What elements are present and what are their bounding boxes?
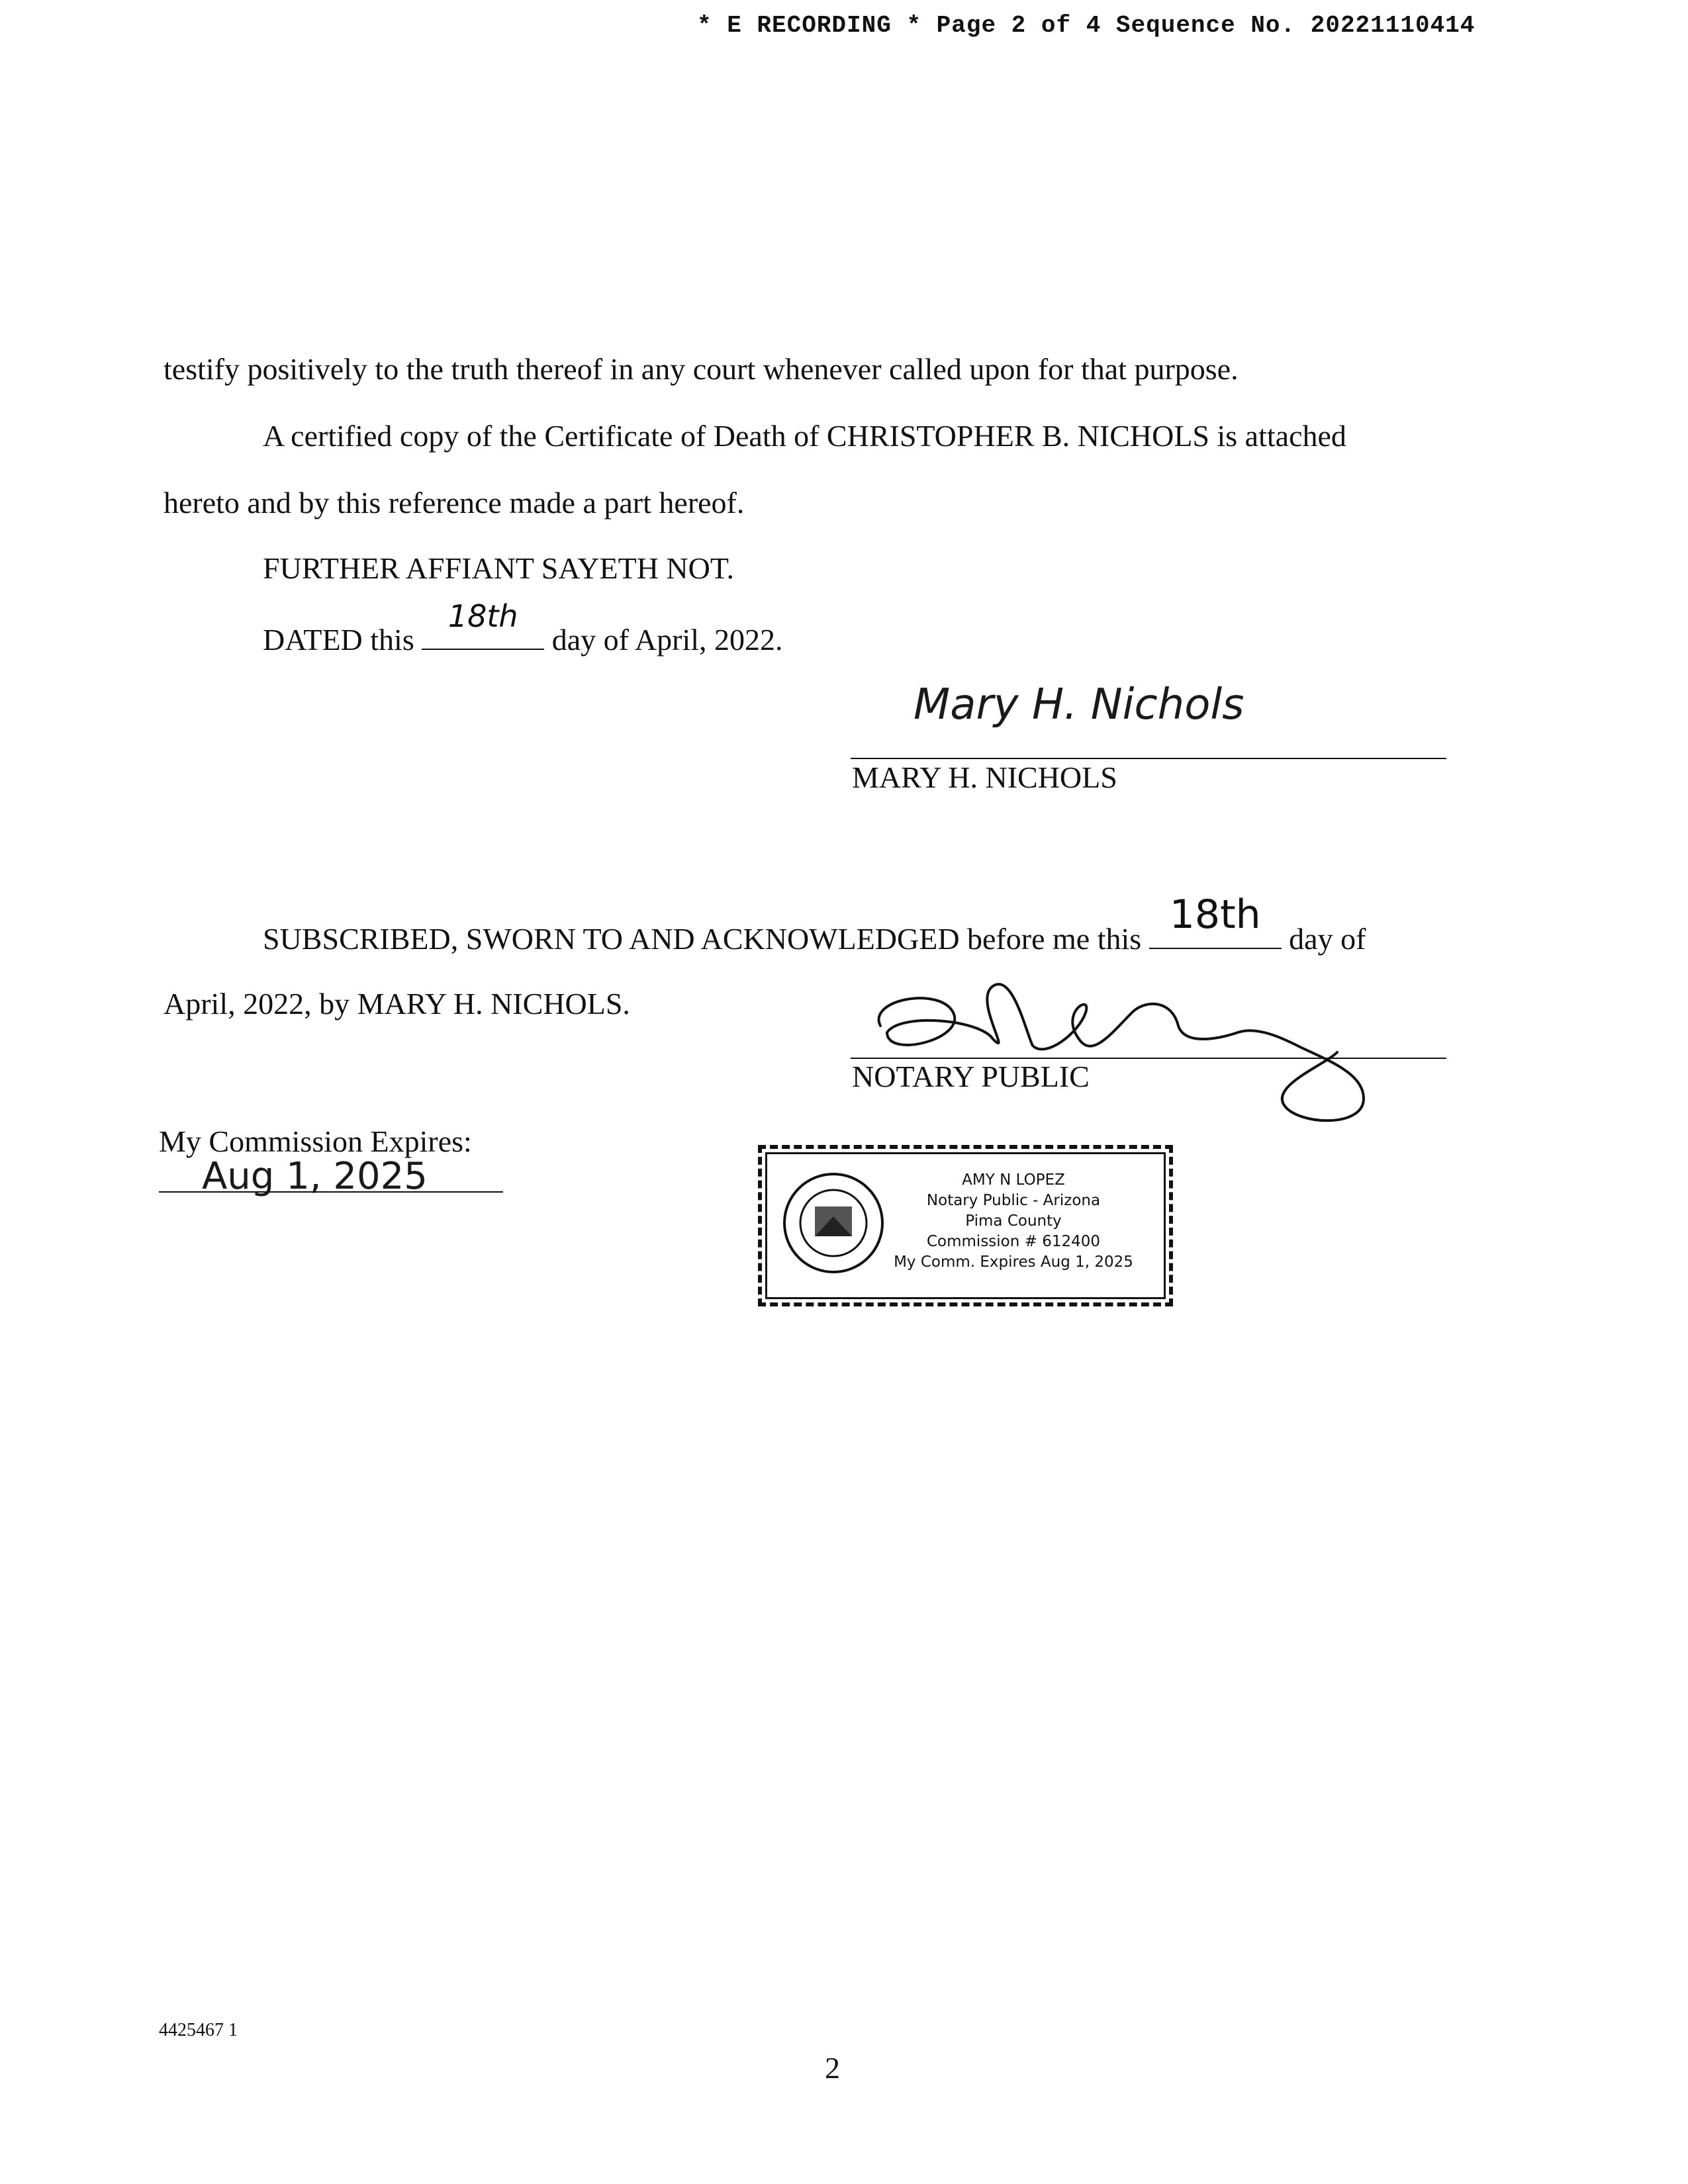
state-seal-icon <box>780 1170 886 1276</box>
dated-day-handwritten: 18th <box>447 598 518 634</box>
stamp-notary-title: Notary Public - Arizona <box>926 1192 1101 1209</box>
dated-day-blank <box>422 598 544 650</box>
page-number: 2 <box>825 2051 840 2085</box>
stamp-notary-name: AMY N LOPEZ <box>962 1171 1065 1189</box>
affiant-printed-name: MARY H. NICHOLS <box>852 760 1117 794</box>
affiant-signature-line <box>851 758 1446 759</box>
notary-stamp <box>758 1145 1173 1306</box>
paragraph-continuation: testify positively to the truth thereof in any court whenever called upon for that purpose. <box>164 352 1239 386</box>
notary-public-label: NOTARY PUBLIC <box>852 1060 1090 1093</box>
recording-header: * E RECORDING * Page 2 of 4 Sequence No. 20221110414 <box>697 12 1476 39</box>
further-affiant-line: FURTHER AFFIANT SAYETH NOT. <box>263 551 735 585</box>
commission-date-handwritten: Aug 1, 2025 <box>202 1155 428 1198</box>
date-by-line: April, 2022, by MARY H. NICHOLS. <box>164 987 630 1021</box>
dated-line <box>263 598 783 657</box>
subscribed-suffix: day of <box>1289 922 1366 956</box>
commission-date-line <box>159 1191 503 1193</box>
dated-prefix: DATED this <box>263 623 414 657</box>
stamp-commission-number: Commission # 612400 <box>926 1233 1101 1250</box>
notary-signature-scribble <box>861 973 1403 1138</box>
document-id: 4425467 1 <box>159 2020 238 2040</box>
dated-suffix: day of April, 2022. <box>551 623 783 657</box>
stamp-text-block <box>888 1170 1139 1273</box>
certificate-line-2: hereto and by this reference made a part hereof. <box>164 486 745 520</box>
notary-signature-line <box>851 1058 1446 1059</box>
subscribed-day-blank <box>1149 891 1282 949</box>
subscribed-prefix: SUBSCRIBED, SWORN TO AND ACKNOWLEDGED before me this <box>263 922 1142 956</box>
subscribed-line <box>263 891 1366 956</box>
subscribed-day-handwritten: 18th <box>1169 891 1261 938</box>
commission-label: My Commission Expires: <box>159 1124 472 1158</box>
stamp-county: Pima County <box>965 1212 1062 1230</box>
certificate-line-1: A certified copy of the Certificate of Death of CHRISTOPHER B. NICHOLS is attached <box>263 419 1346 453</box>
stamp-expires: My Comm. Expires Aug 1, 2025 <box>894 1253 1133 1271</box>
affiant-signature: Mary H. Nichols <box>914 680 1244 729</box>
